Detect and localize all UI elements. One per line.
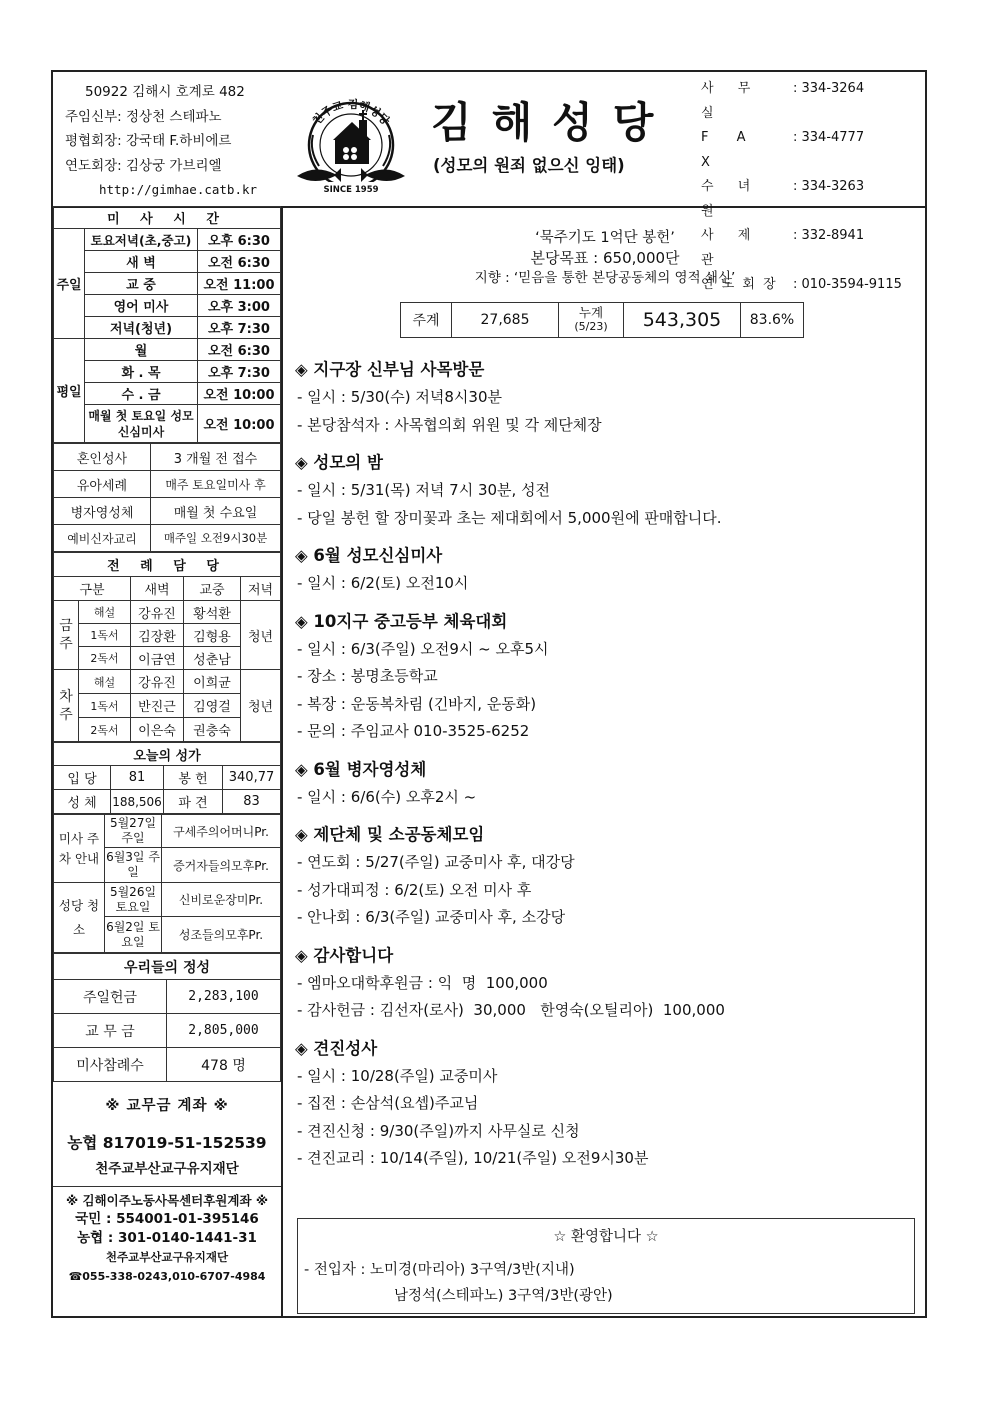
liturgy-person: 권충숙: [184, 718, 241, 742]
hymn-label: 파 견: [164, 790, 223, 814]
contact-convent: 수 녀 원 : 334-3263: [701, 179, 865, 219]
rosary-intention: 지향 : ‘믿음을 통한 본당공동체의 영적 쇄신’: [474, 270, 736, 286]
liturgy-role: 1독서: [79, 624, 131, 647]
section-title: ◈ 견진성사: [295, 1038, 378, 1058]
announcement-section: [295, 821, 915, 932]
main-content: [285, 206, 925, 1318]
announcement-section: [295, 756, 915, 812]
elders-president: 연도회장: 김상궁 가브리엘: [65, 157, 222, 174]
duty-date: 6월2일 토요일: [105, 917, 162, 953]
duty-date: 5월27일 주일: [105, 815, 162, 848]
section-line: - 일시 : 6/2(토) 오전10시: [297, 574, 469, 592]
sunday-label: 주일: [54, 229, 85, 339]
rosary-goal: 본당목표 : 650,000단: [530, 249, 680, 267]
section-line: - 견진교리 : 10/14(주일), 10/21(주일) 오전9시30분: [297, 1149, 649, 1167]
section-line: - 일시 : 10/28(주일) 교중미사: [297, 1066, 498, 1085]
pastor: 주임신부: 정상천 스테파노: [65, 108, 222, 125]
liturgy-person: 성춘남: [184, 647, 241, 670]
section-line: - 일시 : 6/3(주일) 오전9시 ~ 오후5시: [297, 639, 549, 658]
hymns-table: [53, 742, 281, 814]
hymn-label: 봉 헌: [164, 766, 223, 790]
duty-group: 구세주의어머니Pr.: [162, 815, 281, 848]
sacrament-value: 매주 토요일미사 후: [151, 471, 281, 498]
church-name: 김해성당: [431, 98, 674, 147]
church-patron: (성모의 원죄 없으신 잉태): [433, 156, 625, 175]
labor-owner: 천주교부산교구유지재단: [105, 1250, 229, 1264]
offering-name: 교 무 금: [54, 1014, 167, 1048]
account-number: 농협 817019-51-152539: [67, 1134, 267, 1152]
mass-name: 저녁(청년): [85, 317, 198, 339]
section-line: - 안나회 : 6/3(주일) 교중미사 후, 소강당: [297, 908, 566, 926]
website-link[interactable]: http://gimhae.catb.kr: [99, 182, 258, 197]
section-title: ◈ 10지구 중고등부 체육대회: [295, 611, 508, 631]
section-line: - 연도회 : 5/27(주일) 교중미사 후, 대강당: [297, 853, 575, 871]
section-line: - 문의 : 주임교사 010-3525-6252: [297, 722, 530, 740]
duty-date: 5월26일 토요일: [105, 883, 162, 917]
liturgy-person: 강유진: [131, 601, 184, 624]
labor-title: ※ 김해이주노동사목센터후원계좌 ※: [65, 1193, 269, 1208]
cleaning-label: 성당 청소: [54, 883, 105, 953]
section-line: - 엠마오대학후원금 : 익 명 100,000: [297, 973, 548, 992]
duty-group: 신비로운장미Pr.: [162, 883, 281, 917]
announcement-section: [295, 356, 915, 439]
liturgy-person: 반진근: [131, 694, 184, 718]
contact-elders: 연 도 회 장 : 010-3594-9115: [701, 277, 902, 292]
mass-time: 오후 3:00: [198, 295, 281, 317]
liturgy-role: 해설: [79, 670, 131, 694]
mass-times-table: [53, 206, 281, 443]
sacrament-value: 매주일 오전9시30분: [151, 525, 281, 552]
section-line: - 복장 : 운동복차림 (긴바지, 운동화): [297, 694, 537, 713]
mass-time: 오후 7:30: [198, 317, 281, 339]
liturgy-person: 김영걸: [184, 694, 241, 718]
offering-name: 주일헌금: [54, 980, 167, 1014]
mass-name: 월: [85, 339, 198, 361]
offering-value: 2,283,100: [167, 980, 281, 1014]
hymn-label: 입 당: [54, 766, 111, 790]
liturgy-person: 이희균: [184, 670, 241, 694]
sidebar: [53, 206, 283, 1318]
sacrament-name: 혼인성사: [54, 444, 151, 471]
announcement-section: [295, 1035, 915, 1173]
section-line: - 장소 : 봉명초등학교: [297, 667, 438, 685]
contact-rectory: 사 제 관 : 332-8941: [701, 228, 865, 268]
mass-time: 오후 6:30: [198, 229, 281, 251]
total-date: (5/23): [574, 320, 608, 333]
labor-bank2: 농협 : 301-0140-1441-31: [77, 1230, 257, 1246]
liturgy-header: 저녁: [241, 577, 281, 601]
section-line: - 일시 : 5/31(목) 저녁 7시 30분, 성전: [297, 481, 551, 499]
liturgy-header: 새벽: [131, 577, 184, 601]
liturgy-person: 이금연: [131, 647, 184, 670]
duty-group: 성조들의모후Pr.: [162, 917, 281, 953]
section-line: - 집전 : 손삼석(요셉)주교님: [297, 1094, 479, 1112]
duty-table: [53, 814, 281, 953]
welcome-line: - 전입자 : 노미경(마리아) 3구역/3반(지내): [304, 1262, 575, 1278]
sacrament-name: 예비신자교리: [54, 525, 151, 552]
section-line: - 성가대피정 : 6/2(토) 오전 미사 후: [297, 880, 532, 899]
liturgy-table: [53, 552, 281, 742]
labor-center-box: [53, 1187, 281, 1297]
contact-office: 사 무 실 : 334-3264: [701, 81, 865, 121]
announcement-section: [295, 449, 915, 532]
hymns-title: 오늘의 성가: [54, 743, 281, 766]
rosary-stats: [400, 302, 804, 338]
account-title: ※ 교무금 계좌 ※: [105, 1098, 229, 1114]
liturgy-title: 전 례 담 당: [54, 553, 281, 577]
liturgy-header: 교중: [184, 577, 241, 601]
weekday-label: 평일: [54, 339, 85, 443]
duty-date: 6월3일 주일: [105, 848, 162, 883]
section-title: ◈ 감사합니다: [295, 945, 394, 965]
rosary-offering: [285, 228, 925, 288]
section-line: - 당일 봉헌 할 장미꽃과 초는 제대회에서 5,000원에 판매합니다.: [297, 508, 722, 527]
sacrament-value: 3 개월 전 접수: [151, 444, 281, 471]
liturgy-group-label: 차주: [54, 670, 79, 742]
logo-text: 천주교 김해성당: [309, 97, 393, 128]
mass-name: 매월 첫 토요일 성모신심미사: [85, 405, 198, 443]
mass-times-title: 미 사 시 간: [54, 207, 281, 229]
mass-time: 오전 10:00: [198, 405, 281, 443]
liturgy-role: 해설: [79, 601, 131, 624]
liturgy-header: 구분: [54, 577, 131, 601]
mass-time: 오후 7:30: [198, 361, 281, 383]
hymn-number: 340,77: [223, 766, 281, 790]
mass-time: 오전 10:00: [198, 383, 281, 405]
section-line: - 견진신청 : 9/30(주일)까지 사무실로 신청: [297, 1121, 580, 1140]
announcements: [295, 356, 915, 1183]
account-owner: 천주교부산교구유지재단: [95, 1161, 239, 1177]
church-logo-icon: [289, 90, 413, 196]
contact-fax: F A X : 334-4777: [701, 130, 865, 170]
liturgy-person: 강유진: [131, 670, 184, 694]
liturgy-person: 김형용: [184, 624, 241, 647]
bulletin-frame: [51, 70, 927, 1318]
total-label: 누계: [578, 305, 604, 320]
mass-name: 토요저녁(초,중고): [85, 229, 198, 251]
liturgy-person: 황석환: [184, 601, 241, 624]
liturgy-person: 이은숙: [131, 718, 184, 742]
liturgy-evening: 청년: [241, 670, 281, 742]
rosary-title: ‘묵주기도 1억단 봉헌’: [535, 230, 675, 246]
mass-name: 화 . 목: [85, 361, 198, 383]
hymn-number: 188,506: [111, 790, 164, 814]
welcome-title: ☆ 환영합니다 ☆: [553, 1229, 659, 1245]
hymn-label: 성 체: [54, 790, 111, 814]
mass-name: 수 . 금: [85, 383, 198, 405]
sacrament-name: 병자영성체: [54, 498, 151, 525]
address: 50922 김해시 호계로 482: [85, 84, 245, 100]
section-title: ◈ 6월 성모신심미사: [295, 546, 443, 565]
offering-value: 2,805,000: [167, 1014, 281, 1048]
parking-label: 미사 주차 안내: [54, 815, 105, 883]
logo-since-text: SINCE 1959: [323, 185, 379, 195]
welcome-box: [297, 1218, 915, 1314]
announcement-section: [295, 542, 915, 598]
section-line: - 본당참석자 : 사목협의회 위원 및 각 제단체장: [297, 415, 602, 434]
section-title: ◈ 6월 병자영성체: [295, 759, 427, 779]
sacrament-name: 유아세례: [54, 471, 151, 498]
council-president: 평협회장: 강국태 F.하비에르: [65, 133, 232, 149]
sacrament-value: 매월 첫 수요일: [151, 498, 281, 525]
hymn-number: 81: [111, 766, 164, 790]
mass-time: 오전 6:30: [198, 251, 281, 273]
section-line: - 일시 : 5/30(수) 저녁8시30분: [297, 388, 502, 406]
church-info: [65, 80, 257, 203]
rosary-percent: 83.6%: [741, 303, 804, 338]
section-line: - 감사헌금 : 김선자(로사) 30,000 한영숙(오틸리아) 100,000: [297, 1001, 725, 1019]
offering-value: 478 명: [167, 1048, 281, 1082]
mass-name: 새 벽: [85, 251, 198, 273]
week-label: 주계: [401, 303, 452, 338]
welcome-line: 남정석(스테파노) 3구역/3반(광안): [394, 1288, 613, 1304]
mass-time: 오전 11:00: [198, 273, 281, 295]
sacraments-table: [53, 443, 281, 552]
liturgy-group-label: 금주: [54, 601, 79, 670]
section-line: - 일시 : 6/6(수) 오후2시 ~: [297, 787, 477, 806]
duty-group: 증거자들의모후Pr.: [162, 848, 281, 883]
total-value: 543,305: [624, 303, 741, 338]
mass-name: 교 중: [85, 273, 198, 295]
section-title: ◈ 성모의 밤: [295, 453, 383, 472]
labor-bank1: 국민 : 554001-01-395146: [75, 1211, 259, 1227]
offering-title: 우리들의 정성: [54, 954, 281, 980]
liturgy-role: 1독서: [79, 694, 131, 718]
liturgy-role: 2독서: [79, 647, 131, 670]
liturgy-person: 김장환: [131, 624, 184, 647]
mass-time: 오전 6:30: [198, 339, 281, 361]
mass-name: 영어 미사: [85, 295, 198, 317]
offering-name: 미사참례수: [54, 1048, 167, 1082]
announcement-section: [295, 608, 915, 746]
total-label-cell: [559, 303, 624, 338]
offering-table: [53, 953, 281, 1082]
section-title: ◈ 지구장 신부님 사목방문: [295, 360, 485, 379]
labor-phone: ☎055-338-0243,010-6707-4984: [68, 1270, 266, 1283]
account-box: [53, 1082, 281, 1187]
liturgy-evening: 청년: [241, 601, 281, 670]
week-value: 27,685: [452, 303, 559, 338]
liturgy-role: 2독서: [79, 718, 131, 742]
announcement-section: [295, 942, 915, 1025]
section-title: ◈ 제단체 및 소공동체모임: [295, 825, 485, 844]
hymn-number: 83: [223, 790, 281, 814]
